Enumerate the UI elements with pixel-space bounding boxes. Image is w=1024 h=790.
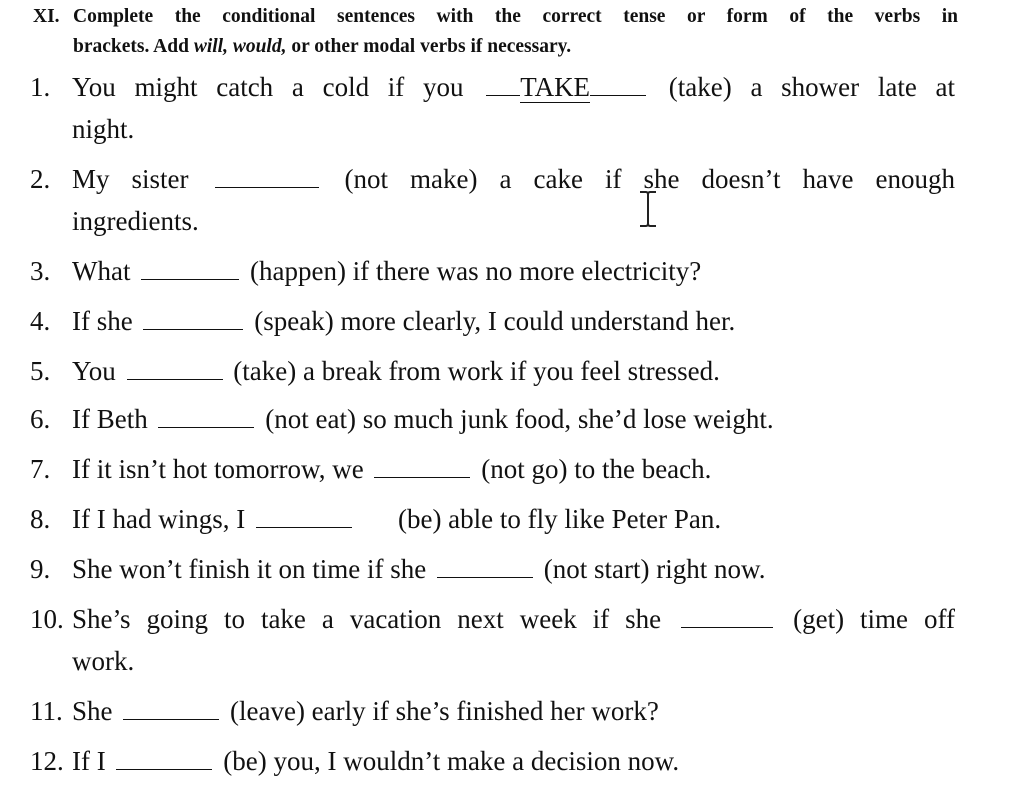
question-text-before: If Beth	[72, 404, 155, 434]
question-text-before: She won’t finish it on time if she	[72, 554, 433, 584]
question-text	[72, 498, 955, 540]
answer-text: TAKE	[520, 72, 591, 102]
answer-blank[interactable]	[681, 599, 773, 628]
question-11	[30, 690, 955, 732]
question-number: 9.	[30, 554, 51, 584]
question-text	[72, 740, 955, 782]
question-number: 4.	[30, 306, 51, 336]
question-number: 2.	[30, 164, 51, 194]
question-text-after: (not go) to the beach.	[474, 454, 712, 484]
question-text-after: (be) you, I wouldn’t make a decision now.	[216, 746, 680, 776]
question-text	[72, 350, 955, 392]
answer-blank[interactable]	[127, 351, 223, 380]
text-cursor-icon	[636, 190, 660, 228]
instructions-text-1: Complete the conditional sentences with the correct tense or form of the verbs in	[73, 6, 958, 27]
question-text	[72, 66, 955, 108]
question-text-after: (get) time off	[777, 604, 956, 634]
answer-blank[interactable]	[437, 549, 533, 578]
question-text-before: If she	[72, 306, 140, 336]
question-3	[30, 250, 955, 292]
answer-blank[interactable]	[374, 449, 470, 478]
question-text-after: (take) a shower late at	[650, 72, 956, 102]
question-number: 12.	[30, 746, 64, 776]
instructions-line-1	[33, 2, 958, 32]
question-9	[30, 548, 955, 590]
answer-blank[interactable]	[141, 251, 239, 280]
question-text-after: (not make) a cake if she doesn’t have enough	[322, 164, 955, 194]
question-7	[30, 448, 955, 490]
answer-blank[interactable]	[158, 399, 254, 428]
exercise-number: XI.	[33, 6, 60, 27]
question-text-before: If I had wings, I	[72, 504, 252, 534]
exercise-instructions	[33, 2, 958, 62]
answer-blank[interactable]	[143, 301, 243, 330]
question-1	[30, 66, 955, 150]
question-text-after: (happen) if there was no more electricity?	[243, 256, 702, 286]
question-text-before: You might catch a cold if you	[72, 72, 483, 102]
question-text	[72, 548, 955, 590]
instructions-line-2	[33, 32, 958, 62]
question-text	[72, 598, 955, 640]
question-text	[72, 448, 955, 490]
question-number: 5.	[30, 356, 51, 386]
question-text	[72, 398, 955, 440]
question-4	[30, 300, 955, 342]
question-text-before: What	[72, 256, 138, 286]
question-8	[30, 498, 955, 540]
question-text-before: She’s going to take a vacation next week if she	[72, 604, 678, 634]
answer-blank[interactable]	[123, 691, 219, 720]
instructions-will: will,	[193, 36, 228, 57]
question-2	[30, 158, 955, 242]
question-text-after: (leave) early if she’s finished her work?	[223, 696, 659, 726]
question-12	[30, 740, 955, 782]
question-text-after: (not start) right now.	[536, 554, 766, 584]
question-number: 1.	[30, 72, 51, 102]
question-text-after: (take) a break from work if you feel stressed.	[226, 356, 720, 386]
blank-line-right	[590, 67, 646, 96]
question-text	[72, 158, 955, 200]
question-text-continued: ingredients.	[72, 206, 199, 236]
question-number: 8.	[30, 504, 51, 534]
instructions-would: would,	[232, 36, 287, 57]
question-text	[72, 300, 955, 342]
question-text-before: She	[72, 696, 120, 726]
answer-blank[interactable]	[256, 499, 352, 528]
instructions-text-2c: or other modal verbs if necessary.	[286, 36, 572, 57]
question-text-after: (speak) more clearly, I could understand her.	[247, 306, 736, 336]
question-number: 3.	[30, 256, 51, 286]
blank-line-left	[486, 67, 520, 96]
question-text	[72, 250, 955, 292]
answer-blank[interactable]	[116, 741, 212, 770]
question-number: 10.	[30, 604, 64, 634]
question-text-before: If I	[72, 746, 113, 776]
question-number: 11.	[30, 696, 63, 726]
question-text-after: (not eat) so much junk food, she’d lose weight.	[258, 404, 774, 434]
question-10	[30, 598, 955, 682]
instructions-text-2a: brackets. Add	[73, 36, 194, 57]
question-5	[30, 350, 955, 392]
question-text-continued: night.	[72, 114, 135, 144]
question-text-before: You	[72, 356, 123, 386]
question-text-before: If it isn’t hot tomorrow, we	[72, 454, 371, 484]
question-text	[72, 690, 955, 732]
question-6	[30, 398, 955, 440]
answer-blank[interactable]	[215, 159, 319, 188]
question-text-before: My sister	[72, 164, 211, 194]
question-number: 6.	[30, 404, 51, 434]
answer-blank[interactable]	[486, 66, 646, 108]
question-text-after: (be) able to fly like Peter Pan.	[397, 504, 722, 534]
question-text-continued: work.	[72, 646, 135, 676]
question-number: 7.	[30, 454, 51, 484]
